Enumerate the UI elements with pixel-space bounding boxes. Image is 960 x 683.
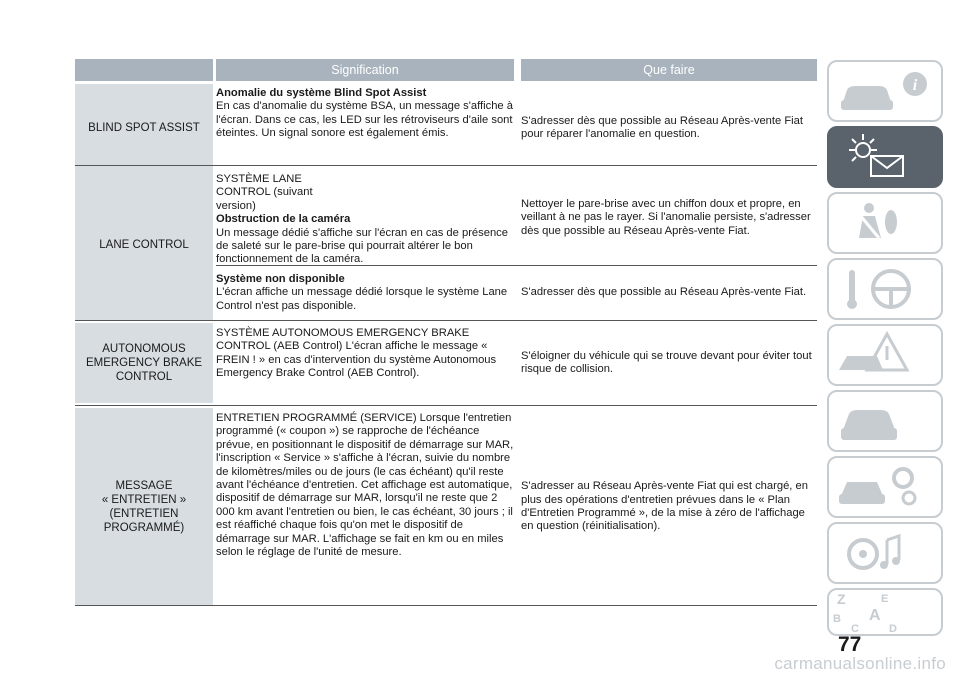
signification-blind-spot — [216, 87, 514, 141]
index-letter: D — [889, 623, 897, 634]
sig-title: Anomalie du système Blind Spot Assist — [216, 87, 427, 99]
header-signification: Signification — [216, 59, 514, 81]
index-letter: C — [851, 623, 859, 634]
row-label-lane-control: LANE CONTROL — [75, 168, 213, 321]
multimedia-icon — [829, 524, 941, 582]
row-divider — [75, 320, 817, 321]
action-aeb: S'éloigner du véhicule qui se trouve devant pour éviter tout risque de collision. — [521, 349, 812, 375]
chapter-tab-car[interactable] — [827, 390, 943, 452]
index-letters-icon — [829, 590, 941, 634]
chapter-tab-warning-lights[interactable] — [827, 126, 943, 188]
sig-pre: SYSTÈME LANE CONTROL (suivant version) — [216, 173, 313, 212]
sig-text: En cas d'anomalie du système BSA, un message s'affiche à l'écran. Dans ce cas, les LED sur les rétroviseurs d'aile sont éteintes. Un signal sonore est également émis. — [216, 100, 513, 140]
chapter-tab-emergency[interactable] — [827, 324, 943, 386]
steering-key-icon — [829, 260, 941, 318]
chapter-tab-index[interactable] — [827, 588, 943, 636]
chapter-tab-maintenance[interactable] — [827, 456, 943, 518]
warning-lights-envelope-icon — [829, 128, 941, 186]
signification-entretien: ENTRETIEN PROGRAMMÉ (SERVICE) Lorsque l'entretien programmé (« coupon ») se rapproche de l'échéance prévue, en positionnant le dispositif de démarrage sur MAR, l'inscription « Service » s'affiche à l'écran, suivie du nombre de kilomètres/miles ou de jours (le cas échéant) qu'il reste avant l'échéance d'entretien. Cet affichage est automatique, dispositif de démarrage sur MAR, lorsqu'il ne reste que 2 000 km avant l'entretien ou bien, le cas échéant, 30 jours ; il est réaffiché chaque fois qu'on met le dispositif de démarrage sur MAR. L'affichage se fait en km ou en miles selon le réglage de l'unité de mesure. — [216, 412, 514, 559]
index-letter: A — [869, 607, 881, 624]
row-divider — [75, 165, 817, 166]
emergency-triangle-icon — [829, 326, 941, 384]
index-letter: Z — [837, 591, 846, 607]
seat-belt-airbag-icon — [829, 194, 941, 252]
signification-lane-obstruction — [216, 173, 514, 267]
chapter-tab-multimedia[interactable] — [827, 522, 943, 584]
row-divider — [75, 405, 817, 406]
row-divider — [75, 605, 817, 606]
car-info-icon — [829, 62, 941, 120]
car-icon — [829, 392, 941, 450]
signification-aeb: SYSTÈME AUTONOMOUS EMERGENCY BRAKE CONTROL (AEB Control) L'écran affiche le message « FREIN ! » en cas d'intervention du système Autonomous Emergency Brake Control (AEB Control). — [216, 327, 497, 380]
sig-text: Un message dédié s'affiche sur l'écran en cas de présence de saleté sur le pare-brise qui pourrait altérer le bon fonctionnement de la caméra. — [216, 226, 509, 266]
action-entretien: S'adresser au Réseau Après-vente Fiat qui est chargé, en plus des opérations d'entretien prévues dans le « Plan d'Entretien Programmé », de la mise à zéro de l'affichage en question (réinitialisation). — [521, 480, 808, 533]
svg-text:i: i — [912, 77, 918, 94]
row-label-blind-spot: BLIND SPOT ASSIST — [75, 84, 213, 171]
action-lane-unavailable: S'adresser dès que possible au Réseau Après-vente Fiat. — [521, 286, 807, 299]
sig-title: Système non disponible — [216, 273, 345, 285]
chapter-tab-car-info[interactable] — [827, 60, 943, 122]
index-letter: E — [881, 593, 889, 605]
action-blind-spot: S'adresser dès que possible au Réseau Après-vente Fiat pour réparer l'anomalie en question. — [521, 114, 803, 140]
row-label-entretien: MESSAGE « ENTRETIEN » (ENTRETIEN PROGRAMMÉ) — [75, 408, 213, 605]
header-empty — [75, 59, 213, 81]
page-number: 77 — [838, 633, 862, 656]
signification-lane-unavailable — [216, 273, 514, 313]
watermark: carmanualsonline.info — [774, 654, 946, 673]
sig-text: L'écran affiche un message dédié lorsque le système Lane Control n'est pas disponible. — [216, 286, 508, 312]
sig-title: Obstruction de la caméra — [216, 213, 351, 226]
car-service-gear-icon — [829, 458, 941, 516]
action-lane-obstruction: Nettoyer le pare-brise avec un chiffon doux et propre, en veillant à ne pas le rayer. Si l'anomalie persiste, s'adresser dès que possible au Réseau Après-vente Fiat. — [521, 197, 811, 237]
row-label-aeb: AUTONOMOUS EMERGENCY BRAKE CONTROL — [75, 323, 213, 403]
index-letter: B — [833, 613, 841, 625]
subrow-divider — [216, 265, 817, 266]
chapter-tab-starting-driving[interactable] — [827, 258, 943, 320]
chapter-tab-safety[interactable] — [827, 192, 943, 254]
header-que-faire: Que faire — [521, 59, 817, 81]
